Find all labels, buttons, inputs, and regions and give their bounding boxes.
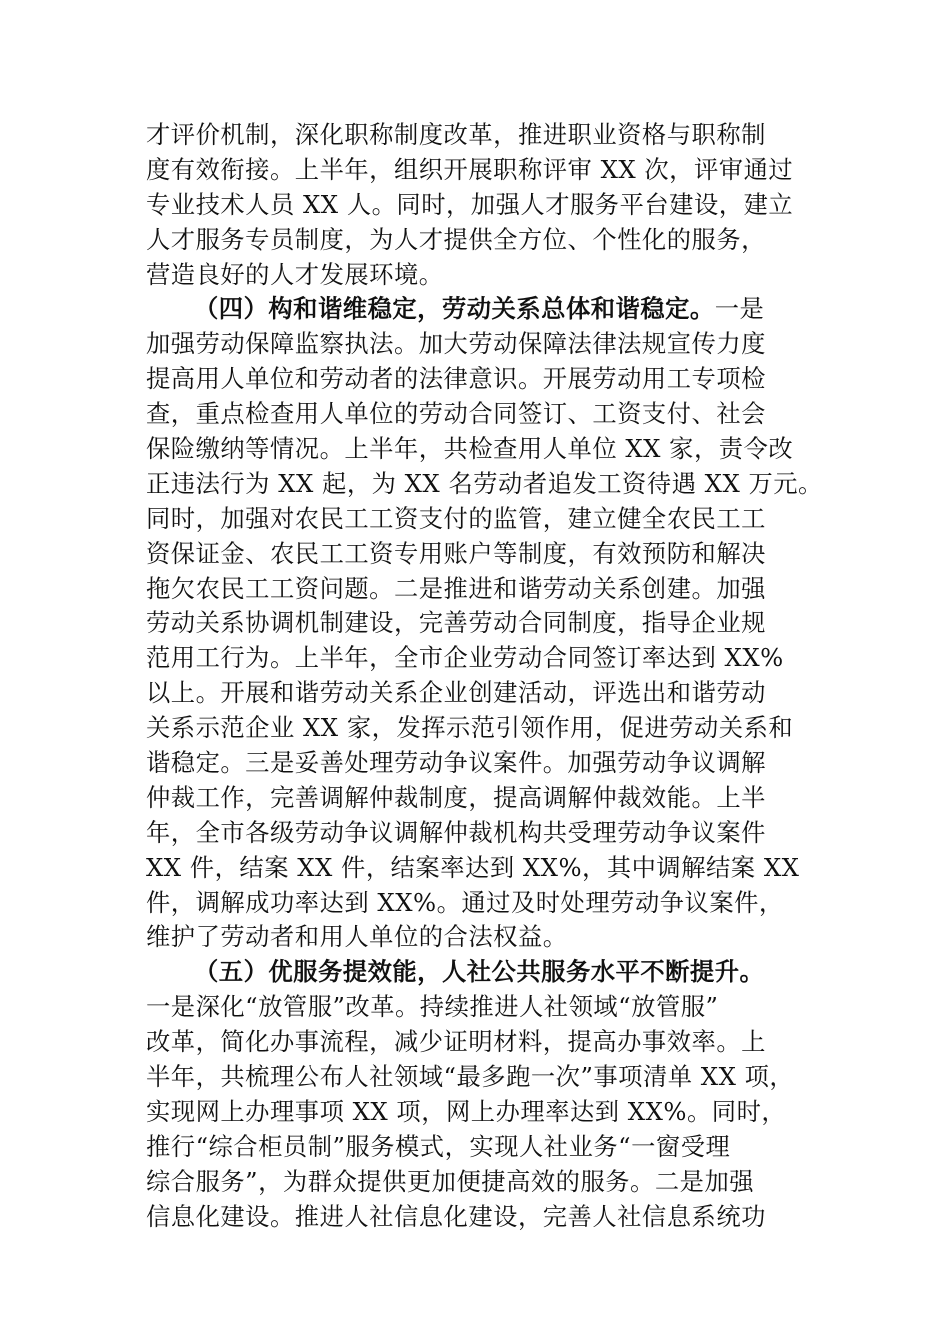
text-line: 保险缴纳等情况。上半年，共检查用人单位 XX 家，责令改 xyxy=(146,434,794,464)
text-line: 关系示范企业 XX 家，发挥示范引领作用，促进劳动关系和 xyxy=(146,713,794,743)
text-line: 资保证金、农民工工资专用账户等制度，有效预防和解决 xyxy=(146,538,766,568)
text-line: 一是深化“放管服”改革。持续推进人社领域“放管服” xyxy=(146,992,719,1022)
text-line: 提高用人单位和劳动者的法律意识。开展劳动用工专项检 xyxy=(146,364,766,394)
text-line: 度有效衔接。上半年，组织开展职称评审 XX 次，评审通过 xyxy=(146,154,794,184)
text-line: 劳动关系协调机制建设，完善劳动合同制度，指导企业规 xyxy=(146,608,766,638)
section-4-first-line xyxy=(146,292,818,327)
text-line: 实现网上办理事项 XX 项，网上办理率达到 XX%。同时， xyxy=(146,1096,787,1126)
text-line: 范用工行为。上半年，全市企业劳动合同签订率达到 XX% xyxy=(146,643,784,673)
text-line: 营造良好的人才发展环境。 xyxy=(146,259,444,289)
text-line: 加强劳动保障监察执法。加大劳动保障法律法规宣传力度 xyxy=(146,329,766,359)
paragraph-talent xyxy=(146,118,818,292)
text-line: 改革，简化办事流程，减少证明材料，提高办事效率。上 xyxy=(146,1027,766,1057)
text-line: 仲裁工作，完善调解仲裁制度，提高调解仲裁效能。上半 xyxy=(146,782,766,812)
text-line: 年，全市各级劳动争议调解仲裁机构共受理劳动争议案件 xyxy=(146,817,766,847)
section-4-first-tail: 一是 xyxy=(714,294,765,324)
text-line: 件，调解成功率达到 XX%。通过及时处理劳动争议案件， xyxy=(146,887,784,917)
text-line: 拖欠农民工工资问题。二是推进和谐劳动关系创建。加强 xyxy=(146,573,766,603)
section-4-heading: （四）构和谐维稳定，劳动关系总体和谐稳定。 xyxy=(194,294,715,324)
text-line: 人才服务专员制度，为人才提供全方位、个性化的服务， xyxy=(146,224,766,254)
text-line: 专业技术人员 XX 人。同时，加强人才服务平台建设，建立 xyxy=(146,189,794,219)
text-line: 同时，加强对农民工工资支付的监管，建立健全农民工工 xyxy=(146,503,766,533)
section-5-first-line xyxy=(146,955,818,990)
text-line: 查，重点检查用人单位的劳动合同签订、工资支付、社会 xyxy=(146,399,766,429)
text-line: 以上。开展和谐劳动关系企业创建活动，评选出和谐劳动 xyxy=(146,678,766,708)
text-line: 维护了劳动者和用人单位的合法权益。 xyxy=(146,922,568,952)
paragraph-section-5 xyxy=(146,955,818,1234)
text-line: 谐稳定。三是妥善处理劳动争议案件。加强劳动争议调解 xyxy=(146,748,766,778)
text-line: 才评价机制，深化职称制度改革，推进职业资格与职称制 xyxy=(146,120,766,149)
text-line: 信息化建设。推进人社信息化建设，完善人社信息系统功 xyxy=(146,1201,766,1231)
document-body xyxy=(146,118,823,1235)
text-line: 推行“综合柜员制”服务模式，实现人社业务“一窗受理 xyxy=(146,1131,731,1161)
text-line: XX 件，结案 XX 件，结案率达到 XX%，其中调解结案 XX xyxy=(146,852,800,882)
text-line: 半年，共梳理公布人社领域“最多跑一次”事项清单 XX 项， xyxy=(146,1062,795,1092)
paragraph-section-4 xyxy=(146,292,823,955)
section-5-heading: （五）优服务提效能，人社公共服务水平不断提升。 xyxy=(194,957,765,987)
text-line: 综合服务”，为群众提供更加便捷高效的服务。二是加强 xyxy=(146,1166,755,1196)
text-line: 正违法行为 XX 起，为 XX 名劳动者追发工资待遇 XX 万元。 xyxy=(146,468,823,498)
